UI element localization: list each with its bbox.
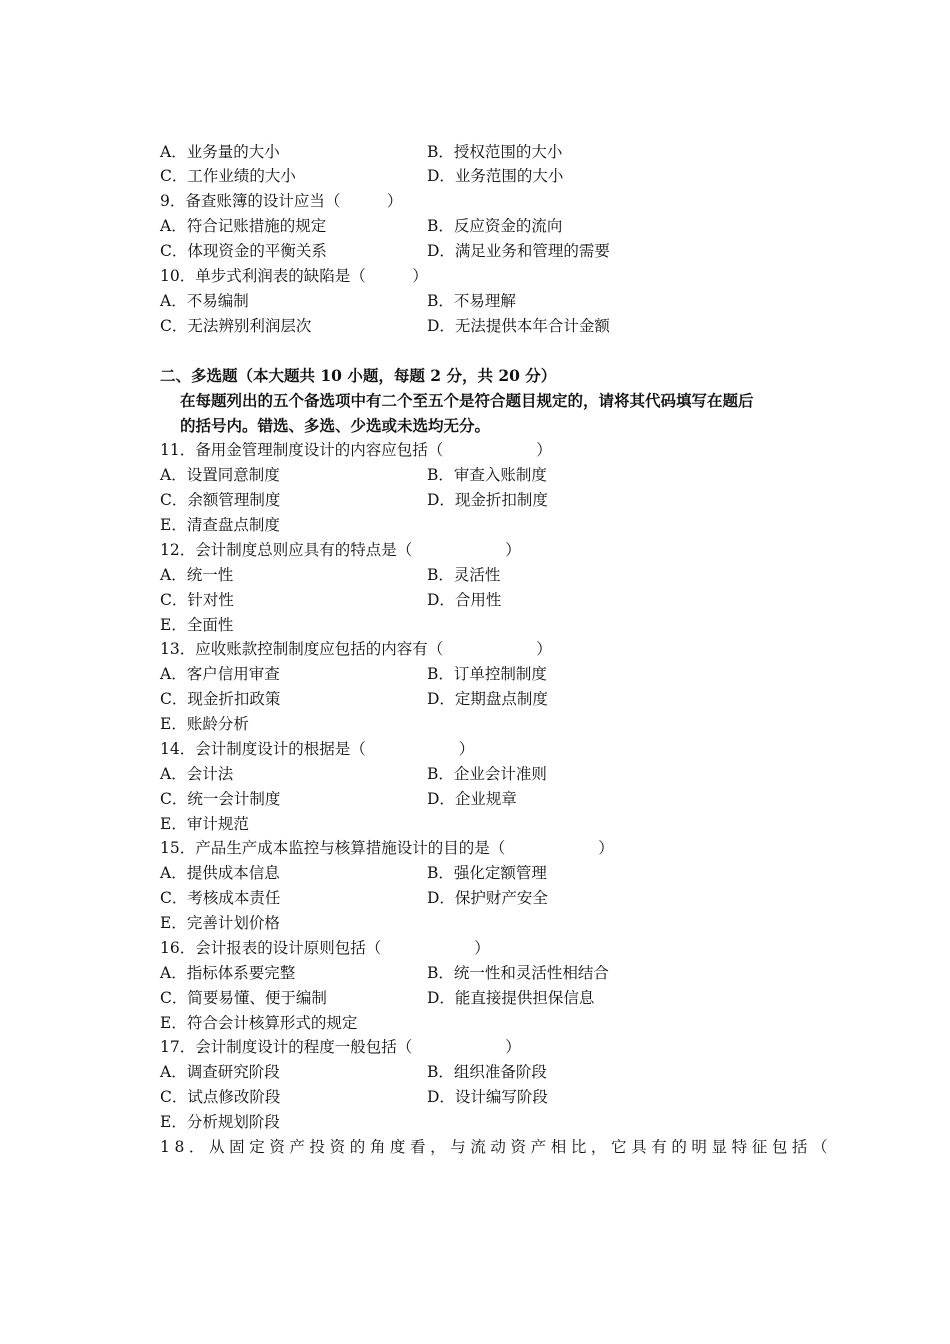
question-13 (160, 637, 552, 661)
option-left: A．统一性 (160, 566, 234, 584)
option-left: A．设置同意制度 (160, 466, 280, 484)
question-11 (160, 438, 552, 462)
option-left: C．余额管理制度 (160, 491, 281, 509)
question-text: 10．单步式利润表的缺陷是（ ） (160, 267, 428, 285)
option-right: D．能直接提供担保信息 (427, 989, 595, 1007)
option-right: B．灵活性 (427, 566, 501, 584)
question-text: 14．会计制度设计的根据是（ ） (160, 740, 475, 758)
question-15 (160, 836, 614, 860)
section-instructions: 的括号内。错选、多选、少选或未选均无分。 (180, 416, 491, 435)
option-left: A．会计法 (160, 765, 234, 783)
question-text: 16．会计报表的设计原则包括（ ） (160, 939, 490, 957)
option-right: D．企业规章 (427, 790, 517, 808)
option-row (160, 289, 516, 313)
question-17 (160, 1035, 521, 1059)
option-left: A．业务量的大小 (160, 143, 280, 161)
option-left: C．考核成本责任 (160, 889, 281, 907)
option-left: C．无法辨别利润层次 (160, 317, 312, 335)
option-right: D．现金折扣制度 (427, 491, 548, 509)
option-left: E．全面性 (160, 616, 234, 634)
option-row (160, 314, 610, 338)
option-row (160, 961, 609, 985)
option-row (160, 662, 547, 686)
option-row (160, 1060, 547, 1084)
option-row (160, 986, 595, 1010)
option-right: B．审查入账制度 (427, 466, 547, 484)
question-16 (160, 936, 490, 960)
option-left: A．客户信用审查 (160, 665, 280, 683)
option-right: B．授权范围的大小 (427, 143, 563, 161)
option-row (160, 911, 280, 935)
question-text: 11．备用金管理制度设计的内容应包括（ ） (160, 441, 552, 459)
option-right: D．满足业务和管理的需要 (427, 242, 610, 260)
option-left: C．统一会计制度 (160, 790, 281, 808)
option-row (160, 563, 501, 587)
option-row (160, 1085, 548, 1109)
section-title: 二、多选题（本大题共 10 小题，每题 2 分，共 20 分） (160, 366, 557, 385)
option-row (160, 588, 502, 612)
question-text: 12．会计制度总则应具有的特点是（ ） (160, 541, 521, 559)
option-row (160, 861, 547, 885)
option-right: D．合用性 (427, 591, 502, 609)
option-left: A．不易编制 (160, 292, 249, 310)
option-left: C．现金折扣政策 (160, 690, 281, 708)
section-instructions: 在每题列出的五个备选项中有二个至五个是符合题目规定的，请将其代码填写在题后 (180, 391, 754, 410)
option-row (160, 214, 563, 238)
option-row (160, 787, 517, 811)
option-row (160, 488, 548, 512)
option-right: D．业务范围的大小 (427, 167, 564, 185)
option-right: D．定期盘点制度 (427, 690, 548, 708)
option-right: D．设计编写阶段 (427, 1088, 548, 1106)
question-14 (160, 737, 474, 761)
option-row (160, 886, 548, 910)
option-left: A．调查研究阶段 (160, 1063, 280, 1081)
option-right: D．保护财产安全 (427, 889, 548, 907)
question-text: 17．会计制度设计的程度一般包括（ ） (160, 1038, 521, 1056)
option-left: E．清查盘点制度 (160, 516, 280, 534)
option-left: C．工作业绩的大小 (160, 167, 296, 185)
option-left: C．针对性 (160, 591, 234, 609)
option-left: C．简要易懂、便于编制 (160, 989, 327, 1007)
option-row (160, 239, 610, 263)
question-18: 18．从固定资产投资的角度看，与流动资产相比，它具有的明显特征包括（ (160, 1138, 833, 1156)
option-left: E．账龄分析 (160, 715, 249, 733)
option-row (160, 812, 249, 836)
question-12 (160, 538, 521, 562)
option-right: B．订单控制制度 (427, 665, 547, 683)
option-row (160, 687, 548, 711)
option-left: A．提供成本信息 (160, 864, 280, 882)
option-row (160, 513, 280, 537)
option-row (160, 1110, 280, 1134)
option-right: B．企业会计准则 (427, 765, 547, 783)
option-right: B．反应资金的流向 (427, 217, 563, 235)
option-row (160, 164, 564, 188)
option-right: B．组织准备阶段 (427, 1063, 547, 1081)
option-row (160, 613, 233, 637)
question-text: 15．产品生产成本监控与核算措施设计的目的是（ ） (160, 839, 614, 857)
option-left: E．符合会计核算形式的规定 (160, 1014, 358, 1032)
option-row (160, 712, 249, 736)
option-right: D．无法提供本年合计金额 (427, 317, 610, 335)
option-row (160, 463, 547, 487)
question-text: 9．备查账簿的设计应当（ ） (160, 192, 403, 210)
question-9 (160, 189, 402, 213)
option-left: E．完善计划价格 (160, 914, 280, 932)
option-left: C．试点修改阶段 (160, 1088, 281, 1106)
option-left: A．符合记账措施的规定 (160, 217, 327, 235)
question-10 (160, 264, 428, 288)
option-left: E．审计规范 (160, 815, 249, 833)
option-left: C．体现资金的平衡关系 (160, 242, 327, 260)
option-row (160, 1011, 357, 1035)
option-left: E．分析规划阶段 (160, 1113, 280, 1131)
option-left: A．指标体系要完整 (160, 964, 296, 982)
option-right: B．强化定额管理 (427, 864, 547, 882)
question-text: 13．应收账款控制制度应包括的内容有（ ） (160, 640, 552, 658)
option-right: B．统一性和灵活性相结合 (427, 964, 609, 982)
option-right: B．不易理解 (427, 292, 516, 310)
option-row (160, 140, 563, 164)
option-row (160, 762, 547, 786)
